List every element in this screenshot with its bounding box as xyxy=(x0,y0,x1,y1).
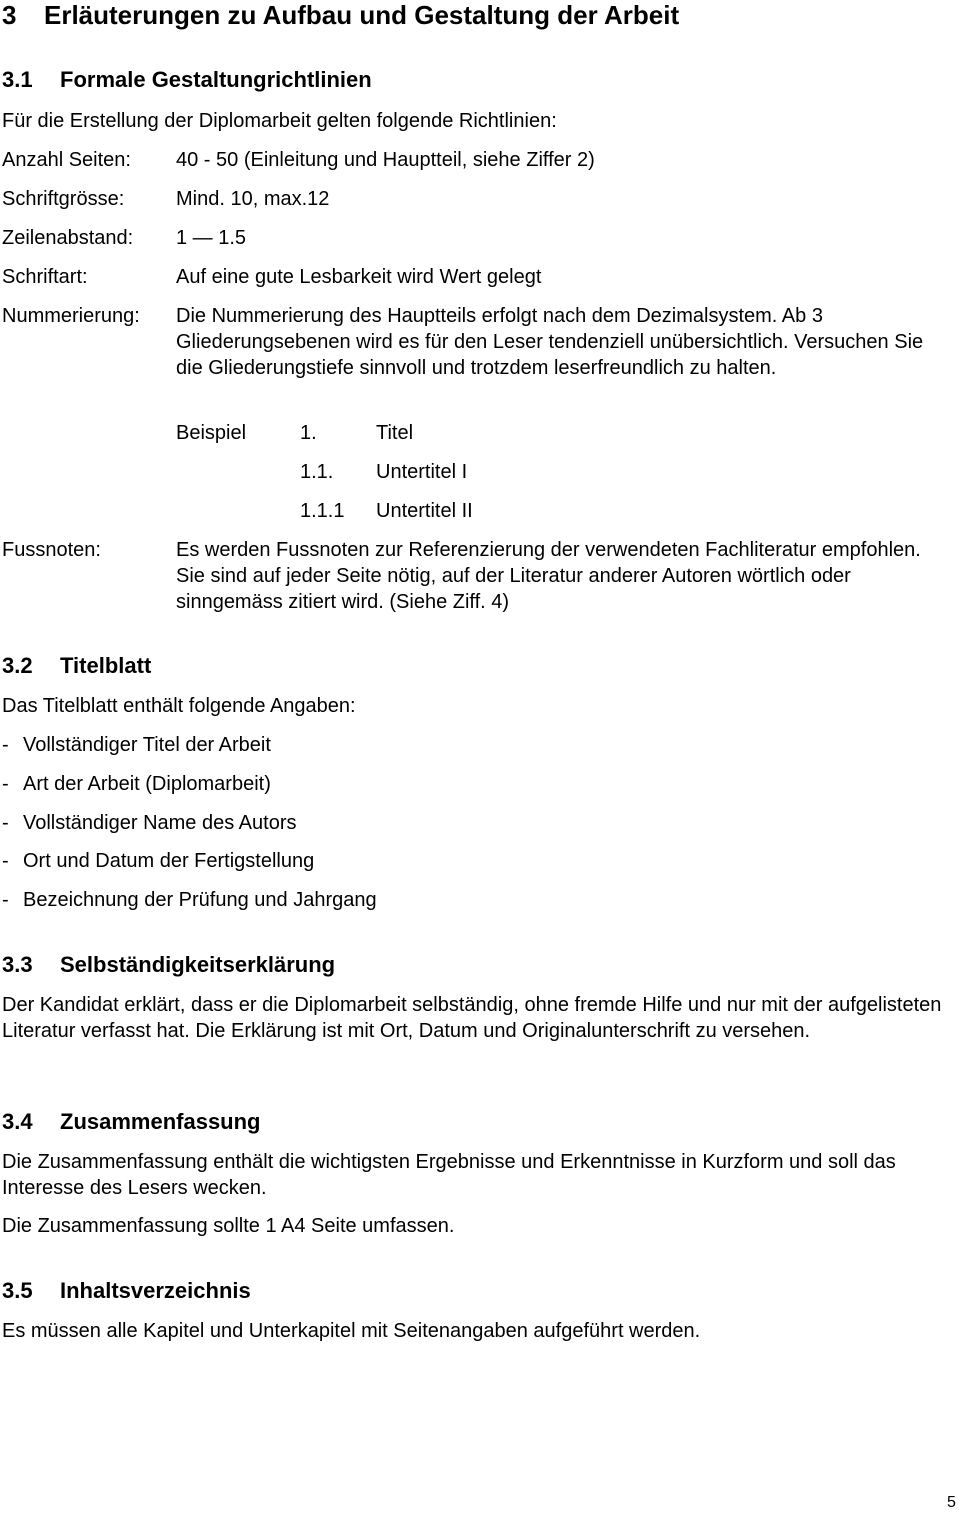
row-value: 1 — 1.5 xyxy=(176,227,247,249)
list-item xyxy=(2,887,377,913)
list-item xyxy=(2,810,297,836)
list-marker: - xyxy=(2,889,9,911)
list-item xyxy=(2,771,271,797)
list-item-text: Art der Arbeit (Diplomarbeit) xyxy=(23,773,271,795)
s34-text-2: Die Zusammenfassung sollte 1 A4 Seite umfassen. xyxy=(2,1215,455,1237)
section-number: 3.2 xyxy=(2,653,33,678)
chapter-number: 3 xyxy=(2,0,17,30)
example-num: 1. xyxy=(300,422,317,444)
list-item-text: Bezeichnung der Prüfung und Jahrgang xyxy=(23,889,377,911)
chapter-title: Erläuterungen zu Aufbau und Gestaltung der Arbeit xyxy=(44,0,680,30)
s35-text: Es müssen alle Kapitel und Unterkapitel mit Seitenangaben aufgeführt werden. xyxy=(2,1320,701,1342)
section-heading-3-5 xyxy=(2,1277,251,1305)
section-number: 3.4 xyxy=(2,1109,33,1134)
example-text: Untertitel I xyxy=(376,461,468,483)
s31-intro: Für die Erstellung der Diplomarbeit gelten folgende Richtlinien: xyxy=(2,110,557,132)
section-number: 3.1 xyxy=(2,67,33,92)
list-item-text: Vollständiger Titel der Arbeit xyxy=(23,734,271,756)
row-label: Anzahl Seiten: xyxy=(2,149,131,171)
row-value: Die Nummerierung des Hauptteils erfolgt nach dem Dezimalsystem. Ab 3 Gliederungsebenen wird es für den Leser tendenziell unübersichtlich. Versuchen Sie die Gliederungstiefe sinnvoll und trotzdem leserfreundlich zu halten. xyxy=(176,305,924,379)
section-title: Inhaltsverzeichnis xyxy=(60,1278,251,1303)
section-title: Selbständigkeitserklärung xyxy=(60,952,336,977)
s34-text-1: Die Zusammenfassung enthält die wichtigsten Ergebnisse und Erkenntnisse in Kurzform und soll das Interesse des Lesers wecken. xyxy=(2,1151,896,1199)
list-marker: - xyxy=(2,812,9,834)
section-number: 3.5 xyxy=(2,1278,33,1303)
section-heading-3-3 xyxy=(2,951,335,979)
row-label: Schriftart: xyxy=(2,266,88,288)
example-text: Titel xyxy=(376,422,414,444)
section-number: 3.3 xyxy=(2,952,33,977)
list-marker: - xyxy=(2,850,9,872)
s33-text: Der Kandidat erklärt, dass er die Diplomarbeit selbständig, ohne fremde Hilfe und nur mit der aufgelisteten Literatur verfasst hat. Die Erklärung ist mit Ort, Datum und Originalunterschrift zu versehen. xyxy=(2,994,942,1042)
list-marker: - xyxy=(2,734,9,756)
row-value: Auf eine gute Lesbarkeit wird Wert gelegt xyxy=(176,266,542,288)
list-item xyxy=(2,848,314,874)
example-num: 1.1.1 xyxy=(300,500,345,522)
list-marker: - xyxy=(2,773,9,795)
row-value: Mind. 10, max.12 xyxy=(176,188,330,210)
section-heading-3-2 xyxy=(2,652,151,680)
example-text: Untertitel II xyxy=(376,500,473,522)
example-label: Beispiel xyxy=(176,422,247,444)
section-heading-3-4 xyxy=(2,1108,261,1136)
section-title: Titelblatt xyxy=(60,653,152,678)
row-label: Nummerierung: xyxy=(2,305,140,327)
s32-intro: Das Titelblatt enthält folgende Angaben: xyxy=(2,695,356,717)
section-title: Zusammenfassung xyxy=(60,1109,261,1134)
row-label: Schriftgrösse: xyxy=(2,188,125,210)
list-item xyxy=(2,732,271,758)
list-item-text: Vollständiger Name des Autors xyxy=(23,812,297,834)
page-number: 5 xyxy=(947,1494,956,1511)
section-title: Formale Gestaltungrichtlinien xyxy=(60,67,372,92)
section-heading-3-1 xyxy=(2,66,372,94)
row-label: Zeilenabstand: xyxy=(2,227,134,249)
list-item-text: Ort und Datum der Fertigstellung xyxy=(23,850,315,872)
row-value: Es werden Fussnoten zur Referenzierung der verwendeten Fachliteratur empfohlen. Sie sind auf jeder Seite nötig, auf der Literatur anderer Autoren wörtlich oder sinngemäss zitiert wird. (Siehe Ziff. 4) xyxy=(176,539,921,613)
example-num: 1.1. xyxy=(300,461,334,483)
row-value: 40 - 50 (Einleitung und Hauptteil, siehe Ziffer 2) xyxy=(176,149,595,171)
chapter-heading xyxy=(2,0,679,31)
row-label: Fussnoten: xyxy=(2,539,101,561)
